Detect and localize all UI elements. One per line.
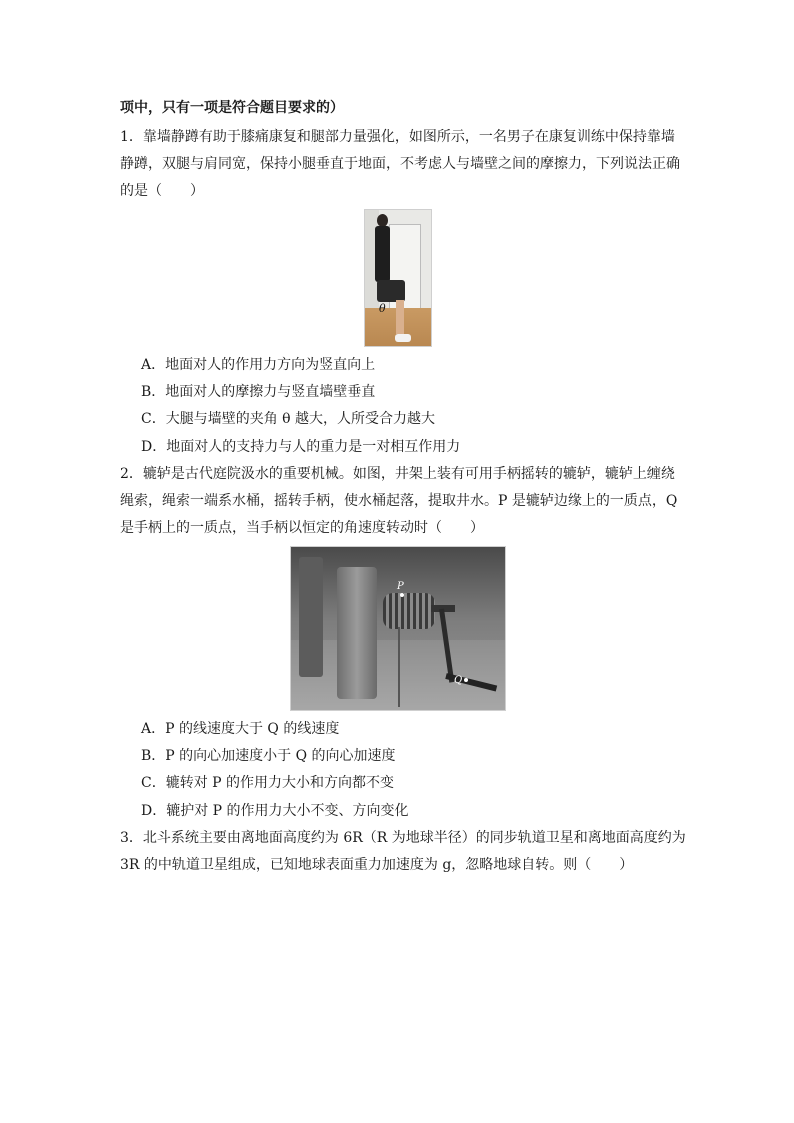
q1-line-1: 1．靠墙静蹲有助于膝痛康复和腿部力量强化，如图所示，一名男子在康复训练中保持靠墙 (120, 129, 675, 145)
rope (398, 627, 400, 707)
q2-option-a: A．P 的线速度大于 Q 的线速度 (141, 721, 340, 737)
angle-theta-label: θ (379, 302, 386, 315)
q1-option-c: C．大腿与墙壁的夹角 θ 越大，人所受合力越大 (141, 411, 436, 427)
point-p-marker (400, 593, 404, 597)
back-post (299, 557, 323, 677)
q3-line-2: 3R 的中轨道卫星组成，已知地球表面重力加速度为 g，忽略地球自转。则（ ） (120, 857, 634, 873)
point-p-label: P (397, 581, 404, 592)
q2-option-c: C．辘转对 P 的作用力大小和方向都不变 (141, 775, 395, 791)
q2-line-3: 是手柄上的一质点，当手柄以恒定的角速度转动时（ ） (120, 520, 484, 536)
point-q-marker (464, 678, 468, 682)
q1-option-d: D．地面对人的支持力与人的重力是一对相互作用力 (141, 439, 461, 455)
section-header: 项中，只有一项是符合题目要求的） (120, 100, 344, 116)
q1-option-b: B．地面对人的摩擦力与竖直墙壁垂直 (141, 384, 376, 400)
q2-line-1: 2．辘轳是古代庭院汲水的重要机械。如图，井架上装有可用手柄摇转的辘轳，辘轳上缠绕 (120, 466, 675, 482)
person-shoe (395, 334, 411, 342)
q2-option-d: D．辘护对 P 的作用力大小不变、方向变化 (141, 803, 409, 819)
windlass-figure (290, 546, 506, 711)
windlass-drum (383, 593, 435, 629)
q1-option-a: A．地面对人的作用力方向为竖直向上 (141, 357, 376, 373)
point-q-label: Q (454, 675, 463, 686)
q2-line-2: 绳索，绳索一端系水桶，摇转手柄，使水桶起落，提取井水。P 是辘轳边缘上的一质点，Q (120, 493, 678, 509)
q2-option-b: B．P 的向心加速度小于 Q 的向心加速度 (141, 748, 396, 764)
q3-line-1: 3．北斗系统主要由离地面高度约为 6R（R 为地球半径）的同步轨道卫星和离地面高度约为 (120, 830, 686, 846)
person-shin (396, 300, 404, 334)
q1-line-2: 静蹲，双腿与肩同宽，保持小腿垂直于地面，不考虑人与墙壁之间的摩擦力，下列说法正确 (120, 156, 680, 172)
wall-squat-figure (364, 209, 432, 347)
person-torso (375, 226, 390, 282)
stone-post (337, 567, 377, 699)
person-thigh (377, 280, 405, 302)
q1-line-3: 的是（ ） (120, 183, 204, 199)
